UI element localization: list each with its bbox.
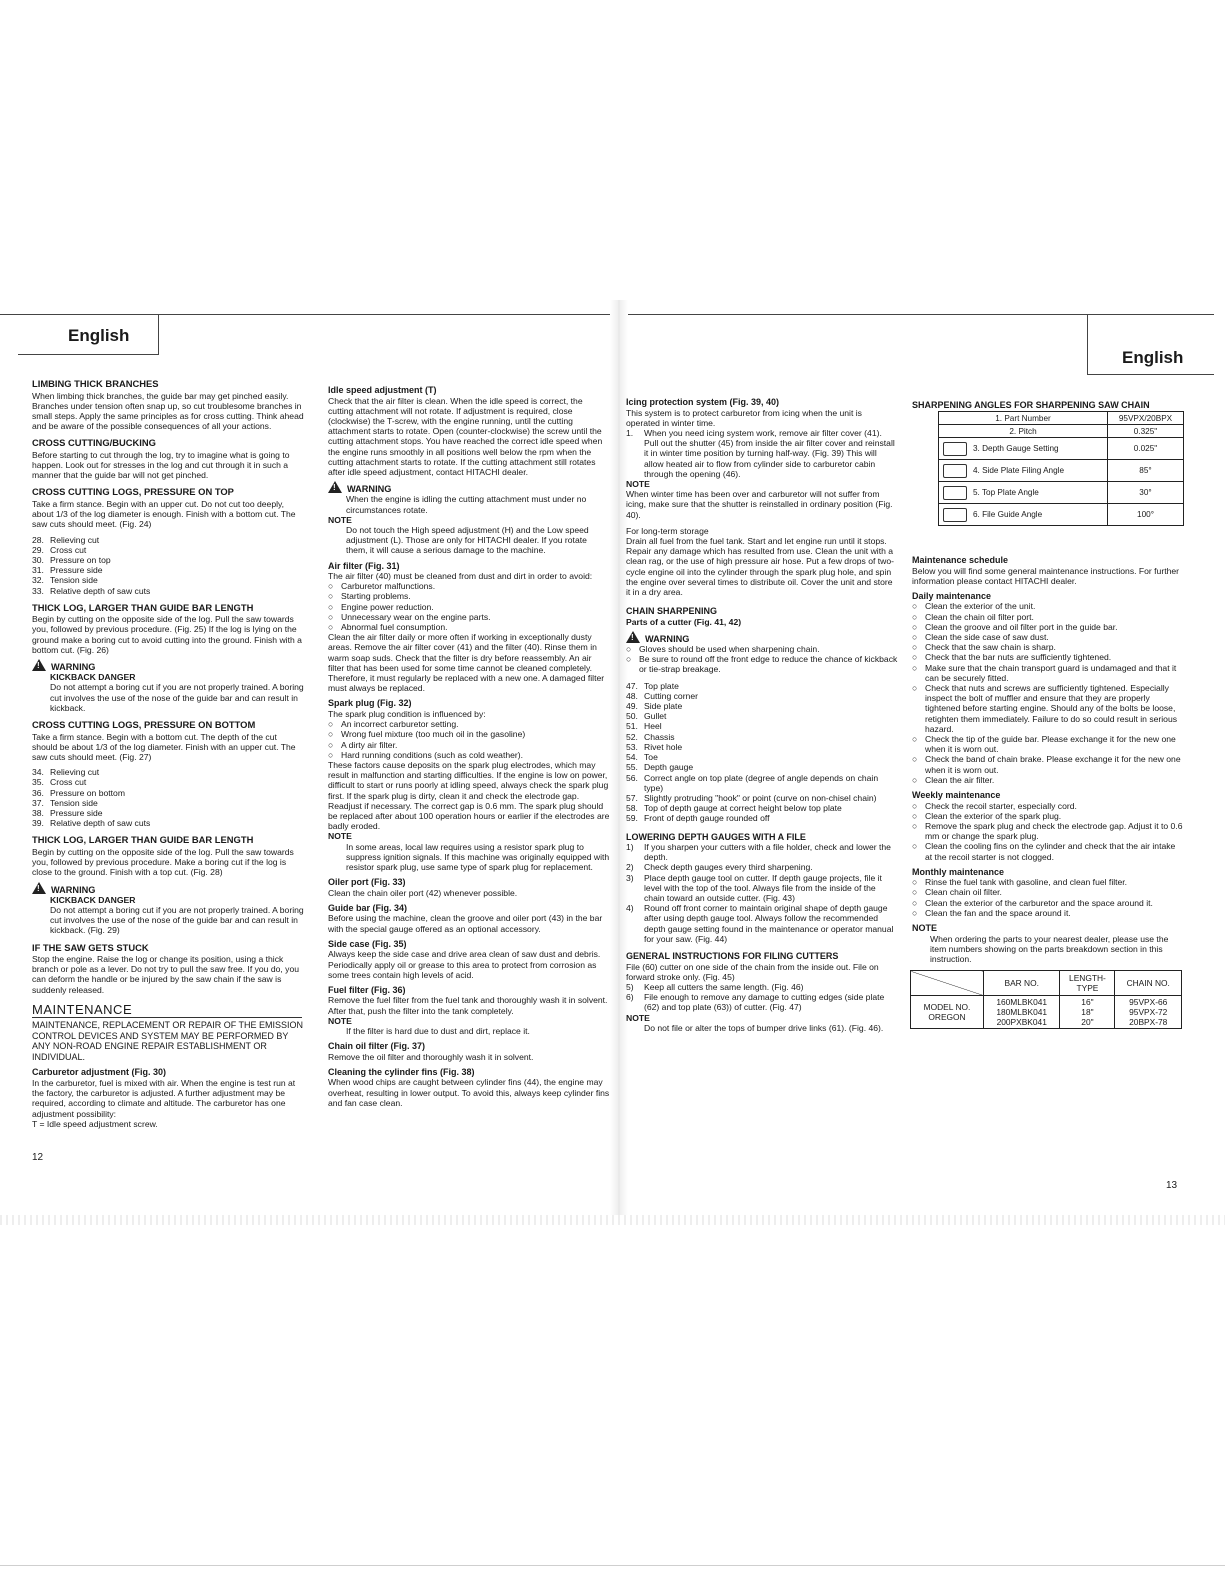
table-cell: 100° [1108,504,1184,526]
list-item: ○ Clean the side case of saw dust. [912,632,1049,643]
saw-stuck-text: Stop the engine. Raise the log or change its position, using a thick branch or pole as a lever. Do not try to pull the saw free. If you do, you can deform the handle or be injured by the saw chain if the saw is suddenly released. [32,954,300,995]
kickback-text-2: Do not attempt a boring cut if you are not properly trained. A boring cut involves the use of the nose of the guide bar and can result in kickback. (Fig. 29) [50,904,304,936]
side-plate-icon [943,464,967,478]
table-row [939,425,1184,438]
table-cell: 4. Side Plate Filing Angle [939,460,1108,482]
table-cell: 5. Top Plate Angle [939,482,1108,504]
left-header-box-right [158,314,159,354]
carburetor-heading: Carburetor adjustment (Fig. 30) [32,1067,167,1078]
list-item: ○ Abnormal fuel consumption. [328,622,448,633]
table-cell: 95VPX/20BPX [1108,412,1184,425]
table-header: LENGTH-TYPE [1060,971,1115,996]
list-item: 36. Pressure on bottom [32,787,125,798]
list-item: ○ Check the tip of the guide bar. Please exchange it for the new one when it is worn out. [912,734,1176,755]
list-item: 54. Toe [626,752,658,763]
cylinder-fins-heading: Cleaning the cylinder fins (Fig. 38) [328,1066,475,1077]
list-item: 6) File enough to remove any damage to cutting edges (side plate (62) and top plate (63)) of cutter. (Fig. 47) [626,992,885,1013]
sharpening-angles-heading: SHARPENING ANGLES FOR SHARPENING SAW CHAIN [912,400,1150,410]
note-label: NOTE [328,514,352,525]
left-header-underline [18,354,159,355]
list-item: 37. Tension side [32,797,98,808]
maintenance-heading: MAINTENANCE [32,1005,302,1018]
list-item: 33. Relative depth of saw cuts [32,585,151,596]
list-item: ○ Check that nuts and screws are sufficiently tightened. Especially inspect the bolt of muffler and ensure that they are properly tightened before starting engine. Should any of the bolts be loose, retighten them immediately. Failure to do so could result in serious hazard. [912,683,1178,734]
list-item: ○ Clean the groove and oil filter port in the guide bar. [912,621,1118,632]
spark-plug-heading: Spark plug (Fig. 32) [328,698,412,709]
idle-warning-text: When the engine is idling the cutting attachment must under no circumstances rotate. [346,494,587,515]
guide-bar-text: Before using the machine, clean the groove and oiler port (43) in the bar with the special gauge offered as an optional accessory. [328,913,603,934]
pressure-top-text: Take a firm stance. Begin with an upper cut. Do not cut too deeply, about 1/3 of the log diameter is enough. Finish with a bottom cut. The saw cuts should meet. (Fig. 24) [32,498,296,530]
list-item: ○ Clean chain oil filter. [912,887,1002,898]
list-item: 56. Correct angle on top plate (degree of angle depends on chain type) [626,772,879,793]
table-cell: 3. Depth Gauge Setting [939,438,1108,460]
side-case-heading: Side case (Fig. 35) [328,938,407,949]
list-item: 39. Relative depth of saw cuts [32,818,151,829]
table-header: CHAIN NO. [1115,971,1182,996]
pressure-top-heading: CROSS CUTTING LOGS, PRESSURE ON TOP [32,486,234,498]
sharpening-angles-table [938,411,1184,526]
list-item: ○ A dirty air filter. [328,739,398,750]
chain-sharpening-heading: CHAIN SHARPENING [626,606,718,617]
list-item: ○ Clean the cooling fins on the cylinder and check that the air intake at the recoil starter is not clogged. [912,841,1176,862]
warning-icon [32,882,46,894]
list-item: ○ Rinse the fuel tank with gasoline, and clean fuel filter. [912,877,1128,888]
note-text: When winter time has been over and carburetor will not suffer from icing, make sure that the shutter is reinstalled in ordinary position (Fig. 40). [626,489,893,520]
right-column-1 [626,392,898,1033]
right-header-box-left [1087,314,1088,374]
cutter-parts-list [626,681,898,824]
maintenance-text: MAINTENANCE, REPLACEMENT OR REPAIR OF THE EMISSION CONTROL DEVICES AND SYSTEM MAY BE PERFORMED BY ANY NON-ROAD ENGINE REPAIR ESTABLISHMENT OR INDIVIDUAL. [32,1020,304,1062]
daily-maintenance-list [912,601,1184,785]
list-item: ○ Clean the exterior of the spark plug. [912,810,1062,821]
note-label: NOTE [912,923,938,934]
top-plate-icon [943,486,967,500]
table-row [939,460,1184,482]
monthly-maintenance-heading: Monthly maintenance [912,866,1005,877]
cross-cutting-text: Before starting to cut through the log, try to imagine what is going to happen. Look out for stresses in the log and cut through it in such a manner that the guide bar will not get pinched. [32,449,290,481]
list-item: ○ Clean the chain oil filter port. [912,611,1034,622]
depth-gauge-icon [943,442,967,456]
list-item: ○ Starting problems. [328,591,411,602]
warning-block: !WARNING [328,481,610,494]
pressure-bottom-list [32,767,304,828]
carburetor-text: In the carburetor, fuel is mixed with air. When the engine is test run at the factory, the carburetor is adjusted. A further adjustment may be required, according to climate and altitude. The carburetor has one adjustment possibility: [32,1077,296,1119]
list-item: ○ Engine power reduction. [328,601,434,612]
thick-log-text: Begin by cutting on the opposite side of the log. Pull the saw towards you, followed by previous procedure. (Fig. 25) If the log is lying on the ground make a boring cut to avoid cutting into the ground. Finish with a bottom cut. (Fig. 26) [32,614,302,655]
list-item: ○ Carburetor malfunctions. [328,581,436,592]
icing-step: 1. When you need icing system work, remove air filter cover (41). Pull out the shutter (45) from inside the air filter cover and reinstall it in winter time position by turning half-way. (Fig. 39) This will allow heated air to flow from cylinder side to carburetor cabin through the opening (46). [626,427,895,479]
left-column-1 [32,372,304,1129]
maintenance-schedule-text: Below you will find some general maintenance instructions. For further information please contact HITACHI dealer. [912,565,1180,586]
warning-icon [328,481,342,493]
list-item: ○ Remove the spark plug and check the electrode gap. Adjust it to 0.6 mm or change the spark plug. [912,820,1183,842]
kickback-heading: KICKBACK DANGER [50,672,136,683]
table-cell: MODEL NO. OREGON [911,996,984,1029]
table-cell: 2. Pitch [939,425,1108,438]
side-case-text: Always keep the side case and drive area clean of saw dust and debris. Periodically apply oil or grease to this area to protect from corrosion as some trees contain high levels of acid. [328,949,601,980]
table-cell: 30° [1108,482,1184,504]
right-column-2 [912,395,1182,411]
note-text: When ordering the parts to your nearest dealer, please use the item numbers showing on the parts breakdown section in this instruction. [930,933,1169,964]
list-item: 30. Pressure on top [32,554,111,565]
weekly-maintenance-heading: Weekly maintenance [912,790,1001,801]
thick-log-text-2: Begin by cutting on the opposite side of the log. Pull the saw towards you, followed by previous procedure. Make a boring cut if the log is close to the ground. Finish with a top cut. (Fig. 28) [32,846,294,878]
list-item: ○ Clean the exterior of the unit. [912,601,1036,612]
list-item: 53. Rivet hole [626,741,683,752]
list-item: 51. Heel [626,721,662,732]
spark-plug-text: These factors cause deposits on the spark plug electrodes, which may result in malfunction and starting difficulties. If the engine is low on power, difficult to start or runs poorly at idling speed, always check the spark plug first. If the spark plug is dirty, clean it and check the electrode gap. Readjust if necessary. The correct gap is 0.6 mm. The spark plug should be replaced after about 100 operation hours or earlier if the electrodes are badly eroded. [328,760,610,832]
icing-heading: Icing protection system (Fig. 39, 40) [626,397,780,407]
sharpening-warning-list [626,644,898,675]
list-item: 2) Check depth gauges every third sharpening. [626,862,813,873]
thick-log-heading-2: THICK LOG, LARGER THAN GUIDE BAR LENGTH [32,834,254,846]
list-item: ○ Wrong fuel mixture (too much oil in the gasoline) [328,729,526,740]
note-text: Do not touch the High speed adjustment (H) and the Low speed adjustment (L). Those are only for HITACHI dealer. If you rotate them, it will cause a serious damage to the machine. [346,524,589,556]
right-language-label: English [1122,348,1184,367]
list-item: 5) Keep all cutters the same length. (Fig. 46) [626,981,804,992]
lowering-depth-list [626,842,898,944]
right-header-underline [1087,374,1214,375]
table-cell: 0.025" [1108,438,1184,460]
table-cell: 95VPX-66 95VPX-72 20BPX-78 [1115,996,1182,1029]
filing-instructions-list [626,982,898,1013]
storage-heading: For long-term storage [626,525,709,536]
idle-speed-text: Check that the air filter is clean. When the idle speed is correct, the cutting attachment will not rotate. If adjustment is required, close (clockwise) the T-screw, with the engine running, until the cutting attachment starts to rotate. Open (counter-clockwise) the screw until the cutting attachment stops. You have reached the correct idle speed when the engine runs smoothly in all positions well below the rpm when the cutting attachment starts to rotate. If the cutting attachment still rotates after idle speed adjustment, contact HITACHI dealer. [328,395,603,477]
table-cell: 85° [1108,460,1184,482]
list-item: 52. Chassis [626,731,675,742]
left-language-label: English [68,326,130,345]
monthly-maintenance-list [912,877,1184,918]
pressure-bottom-text: Take a firm stance. Begin with a bottom cut. The depth of the cut should be about 1/3 of the log diameter. Finish with an upper cut. The saw cuts should meet. (Fig. 27) [32,731,296,762]
list-item: 58. Top of depth gauge at correct height below top plate [626,803,842,814]
air-filter-list [328,581,610,632]
list-item: ○ An incorrect carburetor setting. [328,719,459,730]
warning-icon [626,631,640,643]
list-item: 59. Front of depth gauge rounded off [626,813,770,824]
chain-oil-filter-text: Remove the oil filter and thoroughly wash it in solvent. [328,1051,534,1062]
list-item: 4) Round off front corner to maintain original shape of depth gauge after using depth gauge tool. Always follow the recommended depth gauge setting found in the maintenance or operator manual for your saw. (Fig. 44) [626,903,894,944]
list-item: ○ Clean the air filter. [912,774,995,785]
pressure-bottom-heading: CROSS CUTTING LOGS, PRESSURE ON BOTTOM [32,719,256,731]
list-item: 35. Cross cut [32,777,87,788]
file-guide-icon [943,508,967,522]
cylinder-fins-text: When wood chips are caught between cylinder fins (44), the engine may overheat, resulting in lower output. To avoid this, always keep cylinder fins and fan case clean. [328,1077,610,1108]
cutter-parts-heading: Parts of a cutter (Fig. 41, 42) [626,616,742,627]
list-item: ○ Check the band of chain brake. Please exchange it for the new one when it is worn out. [912,754,1181,775]
list-item: ○ Check the recoil starter, especially cord. [912,800,1077,811]
spark-plug-list [328,719,610,760]
table-cell: 160MLBK041 180MLBK041 200PXBK041 [984,996,1060,1029]
list-item: 55. Depth gauge [626,762,694,773]
daily-maintenance-heading: Daily maintenance [912,590,992,601]
note-label: NOTE [328,831,352,842]
right-header-rule [624,314,1214,315]
kickback-heading-2: KICKBACK DANGER [50,894,136,905]
table-cell: 1. Part Number [939,412,1108,425]
list-item: ○ Hard running conditions (such as cold weather). [328,749,523,760]
warning-block: !WARNING [32,659,304,672]
lowering-depth-heading: LOWERING DEPTH GAUGES WITH A FILE [626,831,806,842]
table-corner-cell [911,971,984,996]
thick-log-heading: THICK LOG, LARGER THAN GUIDE BAR LENGTH [32,601,254,613]
air-filter-intro: The air filter (40) must be cleaned from dust and dirt in order to avoid: [328,571,593,582]
note-text: Do not file or alter the tops of bumper drive links (61). (Fig. 46). [644,1022,884,1033]
list-item: 34. Relieving cut [32,767,100,778]
pressure-top-list [32,535,304,596]
list-item: 48. Cutting corner [626,690,698,701]
list-item: ○ Check that the bar nuts are sufficiently tightened. [912,652,1112,663]
saw-stuck-heading: IF THE SAW GETS STUCK [32,941,149,953]
right-column-2-body [912,550,1184,964]
fuel-filter-heading: Fuel filter (Fig. 36) [328,984,406,995]
filing-instructions-heading: GENERAL INSTRUCTIONS FOR FILING CUTTERS [626,951,839,962]
table-row [939,482,1184,504]
air-filter-heading: Air filter (Fig. 31) [328,560,400,571]
oiler-port-heading: Oiler port (Fig. 33) [328,877,406,888]
table-row [911,996,1182,1029]
limbing-text: When limbing thick branches, the guide bar may get pinched easily. Branches under tension often snap up, so cut troublesome branches in small steps. Apply the same principles as for cross cutting. Think ahead and be aware of the possible consequences of all your actions. [32,390,304,432]
scan-artifact [0,1215,1225,1225]
table-cell: 6. File Guide Angle [939,504,1108,526]
bar-chain-table [910,970,1182,1029]
table-row [939,504,1184,526]
warning-block: !WARNING [626,631,898,644]
list-item: 32. Tension side [32,575,98,586]
left-column-2 [328,380,610,1108]
list-item: 28. Relieving cut [32,534,100,545]
warning-icon [32,659,46,671]
note-label: NOTE [328,1015,352,1026]
fuel-filter-text: Remove the fuel filter from the fuel tank and thoroughly wash it in solvent. After that, push the filter into the tank completely. [328,995,608,1016]
air-filter-text: Clean the air filter daily or more often if working in exceptionally dusty areas. Remove the air filter cover (41) and the filter (40). Rinse them in warm soap suds. Check that the filter is dry before reassembly. An air filter that has been used for some time cannot be cleaned completely. Therefore, it must regularly be replaced with a new one. A damaged filter must always be replaced. [328,632,605,694]
note-text: In some areas, local law requires using a resistor spark plug to suppress ignition signals. If this machine was originally equipped with resistor spark plug, use same type of spark plug for replacement. [346,841,610,873]
list-item: ○ Check that the saw chain is sharp. [912,642,1056,653]
table-row [939,412,1184,425]
cross-cutting-heading: CROSS CUTTING/BUCKING [32,437,156,449]
list-item: 49. Side plate [626,701,683,712]
guide-bar-heading: Guide bar (Fig. 34) [328,902,408,913]
list-item: 31. Pressure side [32,565,103,576]
chain-oil-filter-heading: Chain oil filter (Fig. 37) [328,1041,426,1052]
table-row [911,971,1182,996]
maintenance-schedule-heading: Maintenance schedule [912,555,1009,565]
left-header-rule [0,314,610,315]
weekly-maintenance-list [912,801,1184,862]
list-item: 47. Top plate [626,680,679,691]
list-item: 1) If you sharpen your cutters with a file holder, check and lower the depth. [626,842,891,863]
list-item: ○ Gloves should be used when sharpening chain. [626,644,820,655]
page-number-right: 13 [1166,1180,1178,1191]
list-item: ○ Clean the fan and the space around it. [912,907,1071,918]
note-label: NOTE [626,478,650,489]
kickback-text: Do not attempt a boring cut if you are not properly trained. A boring cut involves the use of the nose of the guide bar and can result in kickback. [50,682,304,713]
limbing-heading: LIMBING THICK BRANCHES [32,378,159,389]
oiler-port-text: Clean the chain oiler port (42) whenever possible. [328,887,518,898]
table-row [939,438,1184,460]
spark-plug-intro: The spark plug condition is influenced by: [328,708,486,719]
filing-instructions-text: File (60) cutter on one side of the chain from the inside out. File on forward stroke only. (Fig. 45) [626,961,879,982]
table-header: BAR NO. [984,971,1060,996]
idle-speed-heading: Idle speed adjustment (T) [328,385,437,395]
carburetor-t-screw: T = Idle speed adjustment screw. [32,1118,158,1129]
table-cell: 16" 18" 20" [1060,996,1115,1029]
list-item: ○ Clean the exterior of the carburetor and the space around it. [912,897,1153,908]
list-item: ○ Unnecessary wear on the engine parts. [328,611,491,622]
icing-text: This system is to protect carburetor from icing when the unit is operated in winter time. [626,407,862,428]
page-number-left: 12 [32,1152,44,1163]
scan-edge-line [0,1565,1225,1566]
list-item: ○ Make sure that the chain transport guard is undamaged and that it can be securely fitted. [912,662,1177,683]
list-item: 57. Slightly protruding "hook" or point (curve on non-chisel chain) [626,792,877,803]
note-label: NOTE [626,1012,650,1023]
list-item: ○ Be sure to round off the front edge to reduce the chance of kickback or tie-strap breakage. [626,654,898,675]
table-cell: 0.325" [1108,425,1184,438]
warning-block: !WARNING [32,882,304,895]
note-text: If the filter is hard due to dust and dirt, replace it. [346,1026,530,1037]
list-item: 38. Pressure side [32,808,103,818]
list-item: 29. Cross cut [32,544,87,555]
storage-text: Drain all fuel from the fuel tank. Start and let engine run until it stops. Repair any damage which has resulted from use. Clean the unit with a clean rag, or the use of high pressure air hose. Put a few drops of two-cycle engine oil into the cylinder through the spark plug hole, and spin the engine over several times to distribute oil. Cover the unit and store it in a dry area. [626,535,894,597]
list-item: 3) Place depth gauge tool on cutter. If depth gauge projects, file it level with the top of the tool. Always file from the inside of the chain toward an outside cutter. (Fig. 43) [626,872,882,904]
list-item: 50. Gullet [626,711,667,722]
